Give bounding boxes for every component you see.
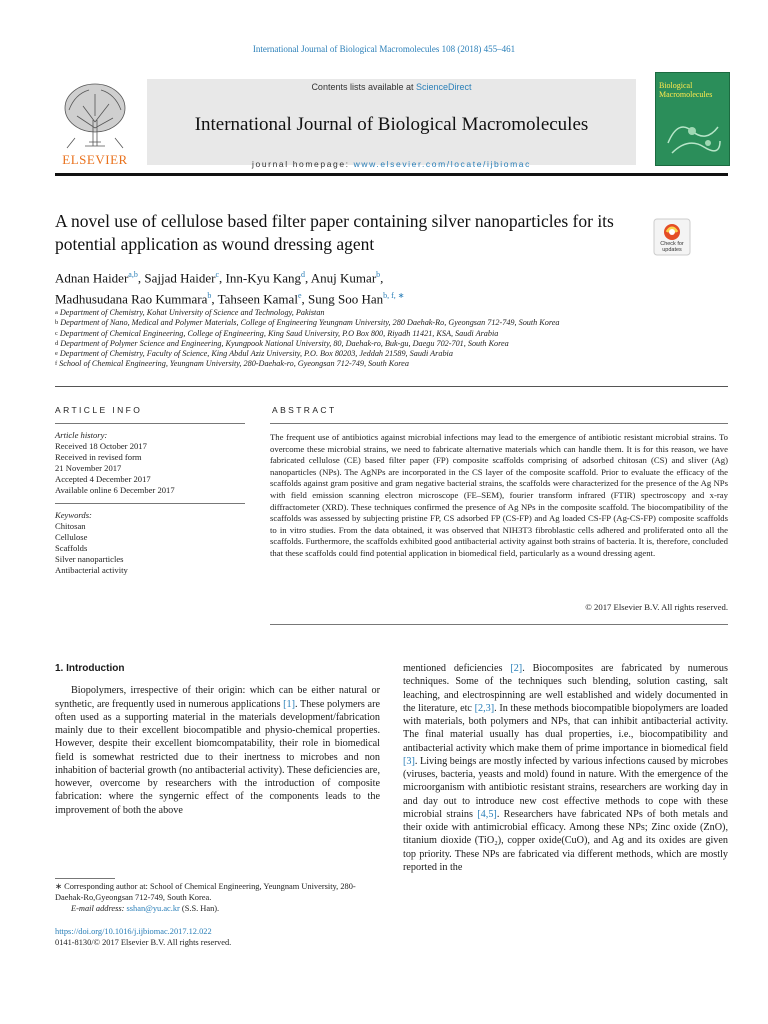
email-label: E-mail address: [71, 904, 125, 913]
author-name: Sung Soo Han [308, 291, 384, 307]
contents-prefix: Contents lists available at [311, 82, 414, 92]
doi-link[interactable]: https://doi.org/10.1016/j.ijbiomac.2017.12.022 [55, 927, 212, 936]
intro-text: . In these methods biocompatible biopolymers are loaded with materials, both polymers and NPs, that can inhibit antibacterial activity. The final material usually has dual properties, i.e., biocompatibility and antibacterial activity which make them of prime importance in biomedical field [403, 702, 728, 754]
check-for-updates-label: Check for updates [660, 241, 684, 253]
abstract-copyright: © 2017 Elsevier B.V. All rights reserved. [585, 602, 728, 612]
author-list [55, 266, 655, 309]
intro-text: . Living beings are mostly infected by various infections caused by microbes (viruses, bacteria, yeasts and mold) found in nature. With the emergence of the microorganism with antibiotic resistant strains, researchers are working day in and day out to introduce new cost effective methods to cope with these microbial strains [403, 755, 728, 820]
intro-text: mentioned deficiencies [403, 663, 511, 674]
affiliation-text: Department of Polymer Science and Engineering, Kyungpook National University, 80, Daehak-ro, Buk-gu, Daegu 702-701, South Korea [60, 338, 509, 348]
section-divider [55, 386, 728, 387]
affiliation-item [55, 359, 735, 369]
corresponding-author-footnote [55, 881, 380, 914]
affiliation-list [55, 308, 735, 370]
doi-block [55, 926, 380, 948]
issn-line: 0141-8130/© 2017 Elsevier B.V. All rights reserved. [55, 938, 232, 947]
contents-available [147, 82, 636, 92]
affiliation-item [55, 339, 735, 349]
affiliation-text: Department of Chemistry, Kohat University of Science and Technology, Pakistan [59, 308, 325, 317]
keyword-item: Antibacterial activity [55, 565, 128, 576]
author-separator: , [211, 291, 218, 307]
email-link[interactable]: sshan@yu.ac.kr [126, 904, 180, 913]
article-history [55, 430, 250, 497]
author-separator: , [219, 270, 226, 286]
section-heading-introduction: 1. Introduction [55, 663, 125, 674]
history-label: Article history: [55, 430, 108, 440]
intro-right-column [403, 662, 728, 874]
author-affiliation-marker[interactable]: c [215, 270, 220, 279]
author-name: Anuj Kumar [310, 270, 377, 286]
header-rule [55, 173, 728, 176]
intro-text: . Researchers have fabricated NPs of both metals and their oxide with antimicrobial efficacy. Among these NPs; Zinc oxide (ZnO), titanium dioxide (TiO₂), copper oxide(CuO), and Ag and its oxides are given top priority. These NPs are fabricated via different methods, which are mostly reported in the [403, 808, 728, 873]
affiliation-key: b [55, 319, 59, 327]
footnote-rule [55, 878, 115, 879]
abstract-heading: ABSTRACT [272, 405, 337, 415]
article-title: A novel use of cellulose based filter paper containing silver nanoparticles for its potential application as wound dressing agent [55, 211, 614, 254]
intro-text: . Biocomposites are fabricated by numerous techniques. Some of the techniques such blending, solution casting, salt leaching, and electrospinning are well established and widely documented in the literature, etc [403, 663, 728, 714]
intro-paragraph [403, 662, 728, 874]
affiliation-key: c [55, 329, 58, 337]
author-name: Adnan Haider [55, 270, 129, 286]
affiliation-item [55, 329, 735, 339]
reference-link[interactable]: [1] [283, 698, 296, 710]
affiliation-text: Department of Nano, Medical and Polymer Materials, College of Engineering Yeungnam University, 280 Daehak-Ro, Gyeongsan 712-749, South Korea [60, 318, 560, 328]
journal-homepage [147, 159, 636, 169]
journal-cover-image[interactable] [655, 72, 730, 166]
history-item: Accepted 4 December 2017 [55, 474, 151, 485]
author-separator: , [305, 270, 311, 286]
article-info-heading: ARTICLE INFO [55, 405, 143, 415]
keywords-rule [55, 503, 245, 504]
keyword-item: Cellulose [55, 532, 88, 543]
keywords-block [55, 510, 250, 577]
keyword-item: Silver nanoparticles [55, 554, 124, 565]
affiliation-text: Department of Chemical Engineering, College of Engineering, King Saud University, P.O Box 800, Riyadh 11421, KSA, Saudi Arabia [59, 328, 499, 338]
corresponding-author-text: ∗ Corresponding author at: School of Chemical Engineering, Yeungnam University, 280-Daehak-Ro,Gyeongsan 712-749, South Korea. [55, 882, 356, 902]
author-separator: , [301, 291, 308, 307]
cover-title: Biological Macromolecules [659, 81, 713, 99]
author-affiliation-marker[interactable]: b [376, 270, 381, 279]
affiliation-text: Department of Chemistry, Faculty of Science, King Abdul Aziz University, P.O. Box 80203, Jeddah 21589, Saudi Arabia [59, 349, 453, 359]
publisher-name: ELSEVIER [62, 152, 128, 167]
journal-banner [147, 79, 636, 169]
author-affiliation-marker[interactable]: a,b [128, 270, 138, 279]
history-item: 21 November 2017 [55, 463, 122, 474]
article-info-rule [55, 423, 245, 424]
sciencedirect-link[interactable]: ScienceDirect [416, 82, 472, 92]
homepage-label: journal homepage: [252, 159, 350, 169]
affiliation-key: e [55, 350, 58, 358]
affiliation-item [55, 308, 735, 318]
cover-molecule-graphic [664, 113, 722, 157]
affiliation-item [55, 318, 735, 328]
history-item: Received 18 October 2017 [55, 441, 147, 452]
abstract-rule [270, 423, 728, 424]
abstract-text: The frequent use of antibiotics against microbial infections may lead to the emergence of antibiotic resistant microbial strains. To overcome these microbial strains, we need to fabricate alternative materials which can handle them. It is for this reason, we have fabricated cellulose (CE) based filter paper (FP) composite scaffolds comprising of adsorbed chitosan (CS) and sliver (Ag) nanoparticles (NPs). The AgNPs are incorporated in the CS layer of the composite scaffold. Prior to evaluate the efficacy of the scaffolds against gram positive and gram negative bacterial strains, the scaffolds were characterized for the presence of the Ag NPs with field emission scanning electron microscope (FE–SEM), fourier transform infrared (FTIR) spectroscopy and x-ray diffractometer (XRD). These techniques confirmed the presence of Ag NPs in the composite scaffold. The biocompatibility of the scaffolds was assessed by subjecting pristine FP, CS adsorbed FP (CS-FP) and Ag loaded CS-FP (Ag-CS-FP) composite scaffolds to in vitro studies. From the data obtained, it was observed that NIH3T3 fibroblastic cells adhered and proliferated onto all the scaffolds. Furthermore, the scaffolds exhibited good antibacterial activity against both strains of bacteria. It is, therefore, concluded that these scaffolds could find potential application in biomedical field, particularly as a wound dressing agent. [270, 432, 728, 558]
keyword-item: Chitosan [55, 521, 86, 532]
reference-link[interactable]: [3] [403, 755, 415, 767]
keyword-item: Scaffolds [55, 543, 88, 554]
author-name: Inn-Kyu Kang [225, 270, 301, 286]
history-item: Available online 6 December 2017 [55, 485, 175, 496]
affiliation-text: School of Chemical Engineering, Yeungnam University, 280-Daehak-ro, Gyeongsan 712-749, South Korea [59, 359, 409, 369]
author-affiliation-marker[interactable]: b, f, ∗ [383, 291, 405, 301]
history-item: Received in revised form [55, 452, 142, 463]
homepage-link[interactable]: www.elsevier.com/locate/ijbiomac [353, 159, 531, 169]
email-line [55, 903, 380, 914]
affiliation-key: a [55, 309, 58, 316]
affiliation-key: d [55, 339, 59, 347]
affiliation-item [55, 349, 735, 359]
intro-text: . These polymers are often used as a supporting material in the materials development/fabrication mainly due to their excellent biocompatible and physio-chemical properties. However, despite their excellent biomcompatability, their role in biomedical field is somewhat restricted due to their inertness to microbes and non inhabition of bacterial growth (no antibacterial activity). These deficiencies are, however, overcome by researchers with the introduction of composite fabrication: where the syngernic effect of the components leads to the improvement of both the above [55, 698, 380, 816]
keywords-label: Keywords: [55, 510, 92, 520]
reference-link[interactable]: [4,5] [477, 808, 497, 820]
journal-title: International Journal of Biological Macromolecules [194, 114, 589, 135]
journal-header [55, 72, 728, 176]
author-name: Madhusudana Rao Kummara [55, 291, 208, 307]
author-separator: , [137, 270, 145, 286]
email-suffix: (S.S. Han). [181, 904, 220, 913]
intro-text: Biopolymers, irrespective of their origin: which can be either natural or synthetic, are frequently used in numerous applications [55, 685, 380, 710]
intro-paragraph [55, 684, 380, 817]
affiliation-key: f [55, 360, 58, 368]
reference-link[interactable]: [2] [510, 663, 523, 674]
author-affiliation-marker[interactable]: b [207, 291, 212, 301]
intro-left-column [55, 662, 380, 817]
author-name: Tahseen Kamal [217, 291, 298, 307]
reference-link[interactable]: [2,3] [474, 702, 495, 714]
abstract-end-rule [270, 624, 728, 625]
author-name: Sajjad Haider [144, 270, 216, 286]
author-affiliation-marker[interactable]: d [301, 270, 305, 279]
author-affiliation-marker[interactable]: e [297, 291, 302, 301]
author-separator: , [380, 270, 384, 286]
journal-citation[interactable]: International Journal of Biological Macromolecules 108 (2018) 455–461 [252, 44, 516, 54]
